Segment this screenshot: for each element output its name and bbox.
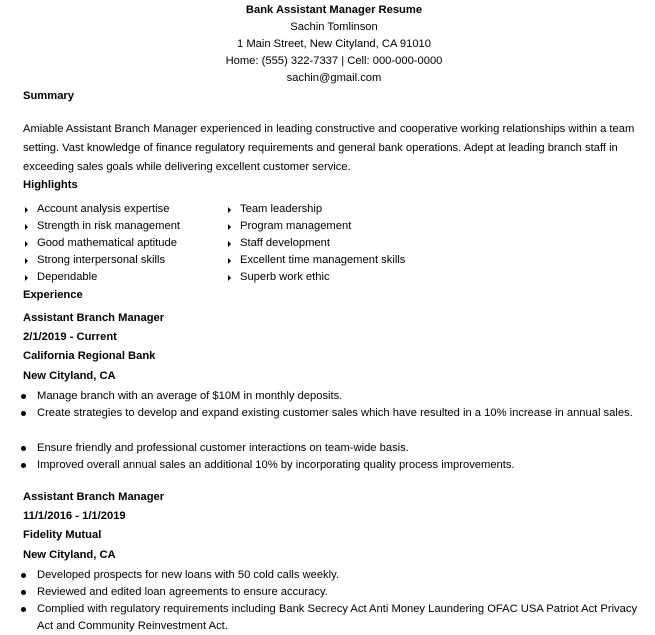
- bullet-icon: [228, 224, 231, 230]
- highlight-item: Account analysis expertise: [37, 203, 170, 215]
- job-bullet: Improved overall annual sales an additional 10% by incorporating quality process improvements.: [37, 459, 515, 471]
- job-bullet: Complied with regulatory requirements including Bank Secrecy Act Anti Money Laundering OFAC USA Patriot Act Privacy Act and Community Reinvestment Act.: [37, 603, 638, 632]
- bullet-icon: [228, 241, 231, 247]
- job-dates: 11/1/2016 - 1/1/2019: [23, 510, 126, 522]
- bullet-icon: [21, 446, 26, 451]
- bullet-icon: [228, 258, 231, 264]
- bullet-icon: [25, 241, 28, 247]
- job-dates: 2/1/2019 - Current: [23, 331, 117, 343]
- phone-numbers: Home: (555) 322-7337 | Cell: 000-000-0000: [225, 55, 443, 67]
- job-bullet: Manage branch with an average of $10M in monthly deposits.: [37, 390, 343, 402]
- address: 1 Main Street, New Cityland, CA 91010: [236, 38, 432, 50]
- bullet-icon: [228, 207, 231, 213]
- bullet-icon: [25, 207, 28, 213]
- job-title: Assistant Branch Manager: [23, 491, 165, 503]
- bullet-icon: [21, 590, 26, 595]
- highlights-heading: Highlights: [23, 179, 78, 191]
- highlight-item: Dependable: [37, 271, 98, 283]
- summary-heading: Summary: [23, 90, 74, 102]
- highlight-item: Superb work ethic: [240, 271, 330, 283]
- candidate-name: Sachin Tomlinson: [290, 21, 378, 33]
- job-title: Assistant Branch Manager: [23, 312, 165, 324]
- bullet-icon: [25, 224, 28, 230]
- bullet-icon: [25, 258, 28, 264]
- job-bullet: Create strategies to develop and expand existing customer sales which have resulted in a 10% increase in annual sales.: [37, 407, 633, 419]
- bullet-icon: [21, 463, 26, 468]
- job-location: New Cityland, CA: [23, 549, 116, 561]
- bullet-icon: [21, 411, 26, 416]
- summary-text: Amiable Assistant Branch Manager experienced in leading constructive and cooperative working relationships within a team setting. Vast knowledge of finance regulatory requirements and general bank operations. Adept at leading branch staff in exceeding sales goals while delivering excellent customer service.: [23, 123, 635, 173]
- bullet-icon: [21, 607, 26, 612]
- highlight-item: Excellent time management skills: [240, 254, 406, 266]
- job-bullet: Ensure friendly and professional customer interactions on team-wide basis.: [37, 442, 409, 454]
- email: sachin@gmail.com: [286, 72, 382, 84]
- highlight-item: Program management: [240, 220, 352, 232]
- resume-title: Bank Assistant Manager Resume: [245, 4, 423, 16]
- highlight-item: Staff development: [240, 237, 330, 249]
- highlight-item: Team leadership: [240, 203, 323, 215]
- job-company: Fidelity Mutual: [23, 529, 102, 541]
- job-company: California Regional Bank: [23, 350, 156, 362]
- bullet-icon: [21, 394, 26, 399]
- bullet-icon: [21, 573, 26, 578]
- bullet-icon: [25, 275, 28, 281]
- job-bullet: Developed prospects for new loans with 50 cold calls weekly.: [37, 569, 340, 581]
- highlight-item: Strong interpersonal skills: [37, 254, 166, 266]
- bullet-icon: [228, 275, 231, 281]
- highlight-item: Strength in risk management: [37, 220, 181, 232]
- job-location: New Cityland, CA: [23, 370, 116, 382]
- experience-heading: Experience: [23, 289, 83, 301]
- job-bullet: Reviewed and edited loan agreements to ensure accuracy.: [37, 586, 328, 598]
- highlight-item: Good mathematical aptitude: [37, 237, 177, 249]
